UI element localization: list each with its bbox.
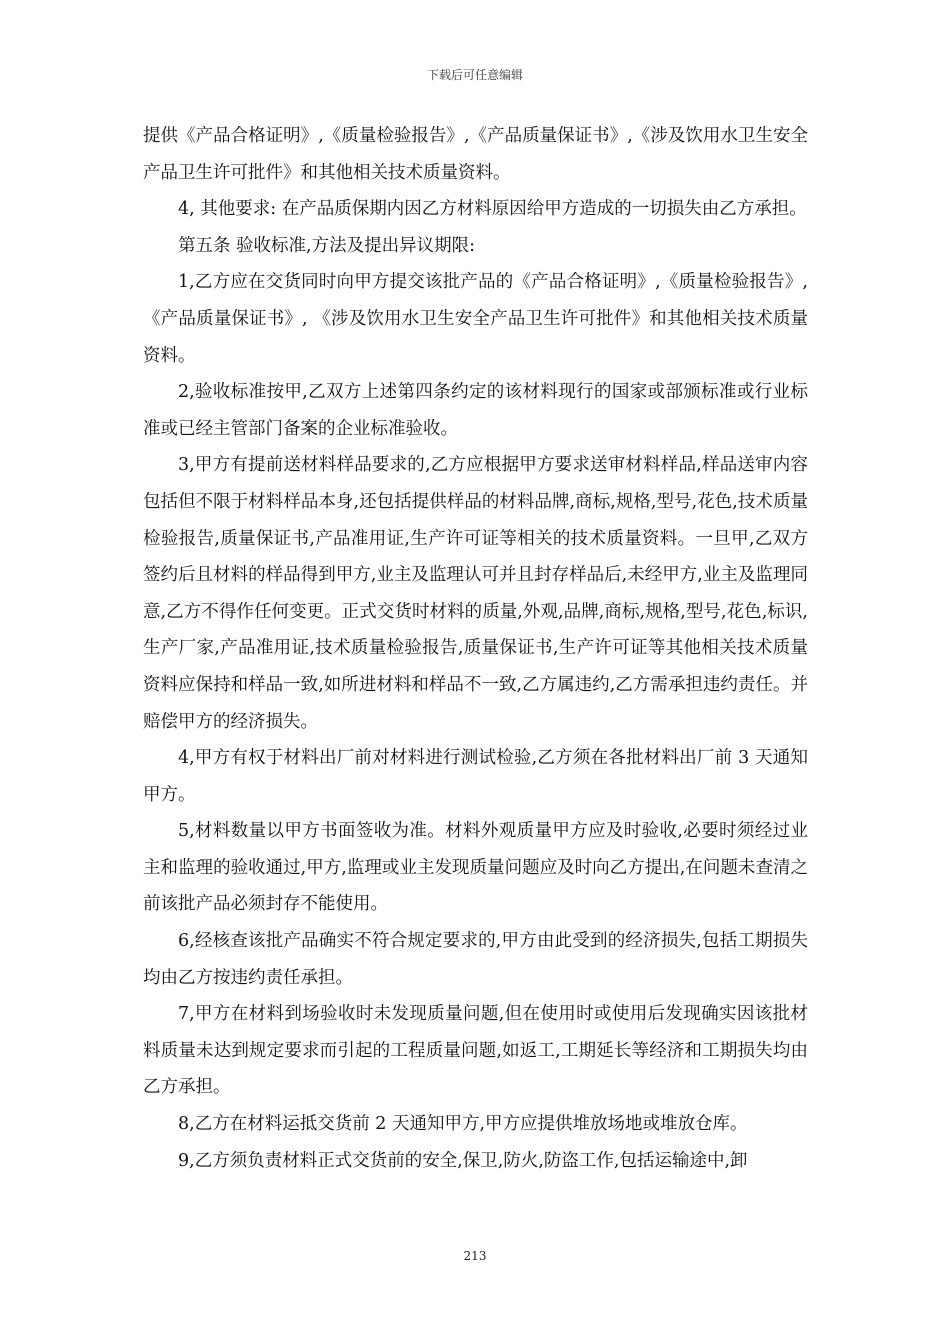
section-heading: 第五条 验收标准,方法及提出异议期限: bbox=[178, 235, 476, 256]
paragraph: 7,甲方在材料到场验收时未发现质量问题,但在使用时或使用后发现确实因该批材料质量未达到规定要求而引起的工程质量问题,如返工,工期延长等经济和工期损失均由乙方承担。 bbox=[143, 1004, 808, 1098]
paragraph: 1,乙方应在交货同时向甲方提交该批产品的《产品合格证明》,《质量检验报告》,《产品质量保证书》, 《涉及饮用水卫生安全产品卫生许可批件》和其他相关技术质量资料。 bbox=[143, 272, 808, 366]
document-body bbox=[143, 118, 808, 1179]
page-header: 下载后可任意编辑 bbox=[426, 68, 523, 82]
paragraph: 8,乙方在材料运抵交货前 2 天通知甲方,甲方应提供堆放场地或堆放仓库。 bbox=[178, 1114, 748, 1135]
paragraph: 4, 其他要求: 在产品质保期内因乙方材料原因给甲方造成的一切损失由乙方承担。 bbox=[178, 199, 807, 220]
paragraph: 9,乙方须负责材料正式交货前的安全,保卫,防火,防盗工作,包括运输途中,卸 bbox=[178, 1150, 748, 1171]
paragraph: 3,甲方有提前送材料样品要求的,乙方应根据甲方要求送审材料样品,样品送审内容包括但不限于材料样品本身,还包括提供样品的材料品牌,商标,规格,型号,花色,技术质量检验报告,质量保证书,产品准用证,生产许可证等相关的技术质量资料。一旦甲,乙双方签约后且材料的样品得到甲方,业主及监理认可并且封存样品后,未经甲方,业主及监理同意,乙方不得作任何变更。正式交货时材料的质量,外观,品牌,商标,规格,型号,花色,标识,生产厂家,产品准用证,技术质量检验报告,质量保证书,生产许可证等其他相关技术质量资料应保持和样品一致,如所进材料和样品不一致,乙方属违约,乙方需承担违约责任。并赔偿甲方的经济损失。 bbox=[143, 455, 808, 732]
paragraph: 4,甲方有权于材料出厂前对材料进行测试检验,乙方须在各批材料出厂前 3 天通知甲方。 bbox=[143, 748, 808, 805]
page-number: 213 bbox=[463, 1249, 487, 1263]
paragraph: 提供《产品合格证明》,《质量检验报告》,《产品质量保证书》,《涉及饮用水卫生安全产品卫生许可批件》和其他相关技术质量资料。 bbox=[143, 126, 808, 183]
paragraph: 5,材料数量以甲方书面签收为准。材料外观质量甲方应及时验收,必要时须经过业主和监理的验收通过,甲方,监理或业主发现质量问题应及时向乙方提出,在问题未查清之前该批产品必须封存不能使用。 bbox=[143, 821, 808, 915]
paragraph: 6,经核查该批产品确实不符合规定要求的,甲方由此受到的经济损失,包括工期损失均由乙方按违约责任承担。 bbox=[143, 931, 808, 988]
paragraph: 2,验收标准按甲,乙双方上述第四条约定的该材料现行的国家或部颁标准或行业标准或已经主管部门备案的企业标准验收。 bbox=[143, 382, 808, 439]
